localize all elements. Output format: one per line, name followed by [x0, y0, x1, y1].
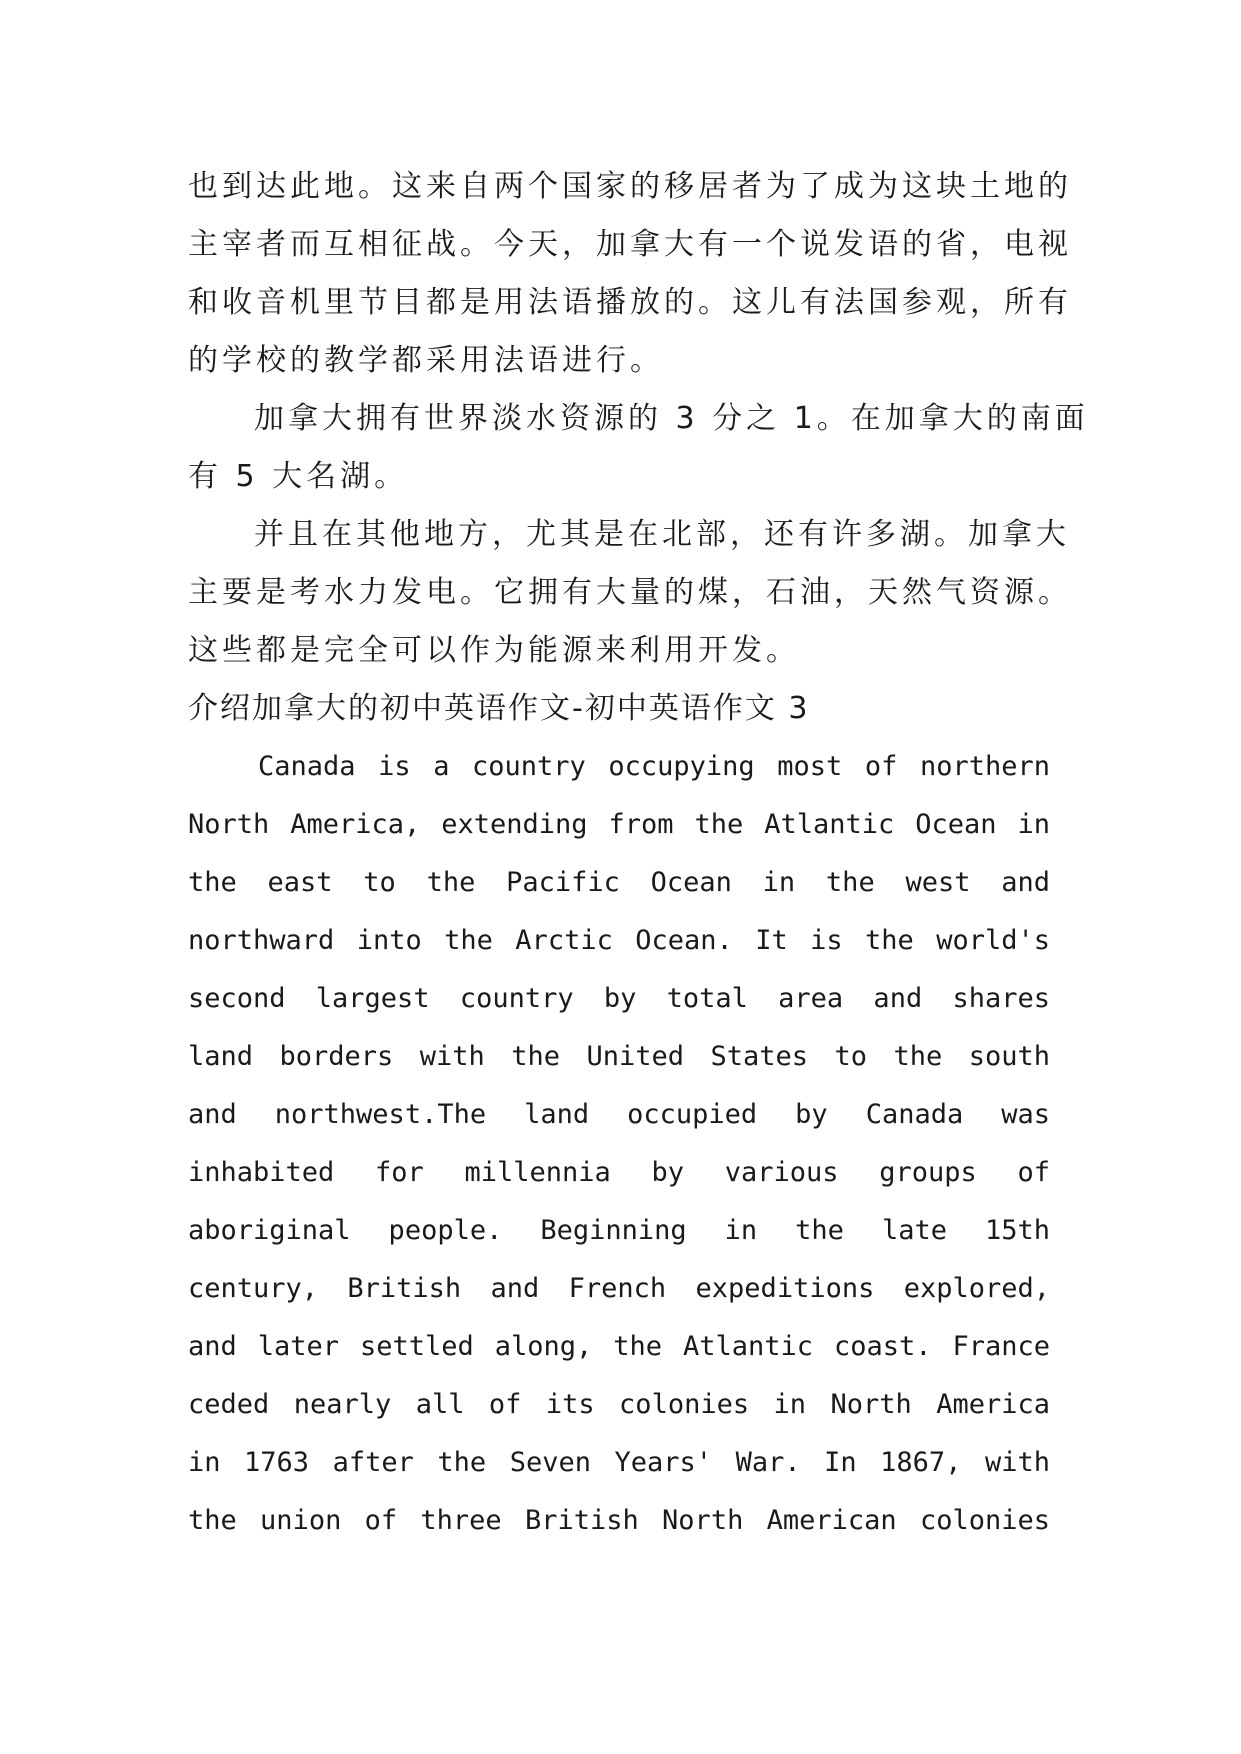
text-line: the union of three British North American colonies [188, 1505, 1050, 1536]
text-line: and northwest.The land occupied by Canada was [188, 1099, 1050, 1130]
text-line: ceded nearly all of its colonies in North America [188, 1389, 1050, 1420]
text-line: 和收音机里节目都是用法语播放的。这儿有法国参观，所有 [188, 285, 1072, 320]
text-line: in 1763 after the Seven Years' War. In 1867, with [188, 1447, 1050, 1478]
text-line: 并且在其他地方，尤其是在北部，还有许多湖。加拿大 [254, 517, 1070, 552]
text-line: the east to the Pacific Ocean in the west and [188, 867, 1050, 898]
paragraph-cn-1 [188, 158, 1072, 390]
paragraph-cn-3 [188, 506, 1072, 680]
text-line: aboriginal people. Beginning in the late 15th [188, 1215, 1050, 1246]
text-line: land borders with the United States to the south [188, 1041, 1050, 1072]
text-line: second largest country by total area and shares [188, 983, 1050, 1014]
text-line: and later settled along, the Atlantic coast. France [188, 1331, 1050, 1362]
text-line: North America, extending from the Atlantic Ocean in [188, 809, 1050, 840]
section-title: 介绍加拿大的初中英语作文-初中英语作文 3 [188, 691, 810, 726]
text-line: northward into the Arctic Ocean. It is the world's [188, 925, 1050, 956]
text-line: 的学校的教学都采用法语进行。 [188, 343, 664, 378]
text-line: century, British and French expeditions explored, [188, 1273, 1050, 1304]
text-line: 有 5 大名湖。 [188, 459, 409, 494]
text-line: 加拿大拥有世界淡水资源的 3 分之 1。在加拿大的南面 [254, 401, 1089, 436]
paragraph-en [188, 738, 1050, 1550]
text-line: 也到达此地。这来自两个国家的移居者为了成为这块土地的 [188, 169, 1072, 204]
text-line: 主要是考水力发电。它拥有大量的煤，石油，天然气资源。 [188, 575, 1072, 610]
text-line: 这些都是完全可以作为能源来利用开发。 [188, 633, 800, 668]
text-line: inhabited for millennia by various groups of [188, 1157, 1050, 1188]
paragraph-cn-2 [188, 390, 1089, 506]
document-body [188, 158, 1089, 1550]
text-line: Canada is a country occupying most of northern [258, 751, 1050, 782]
text-line: 主宰者而互相征战。今天，加拿大有一个说发语的省，电视 [188, 227, 1072, 262]
